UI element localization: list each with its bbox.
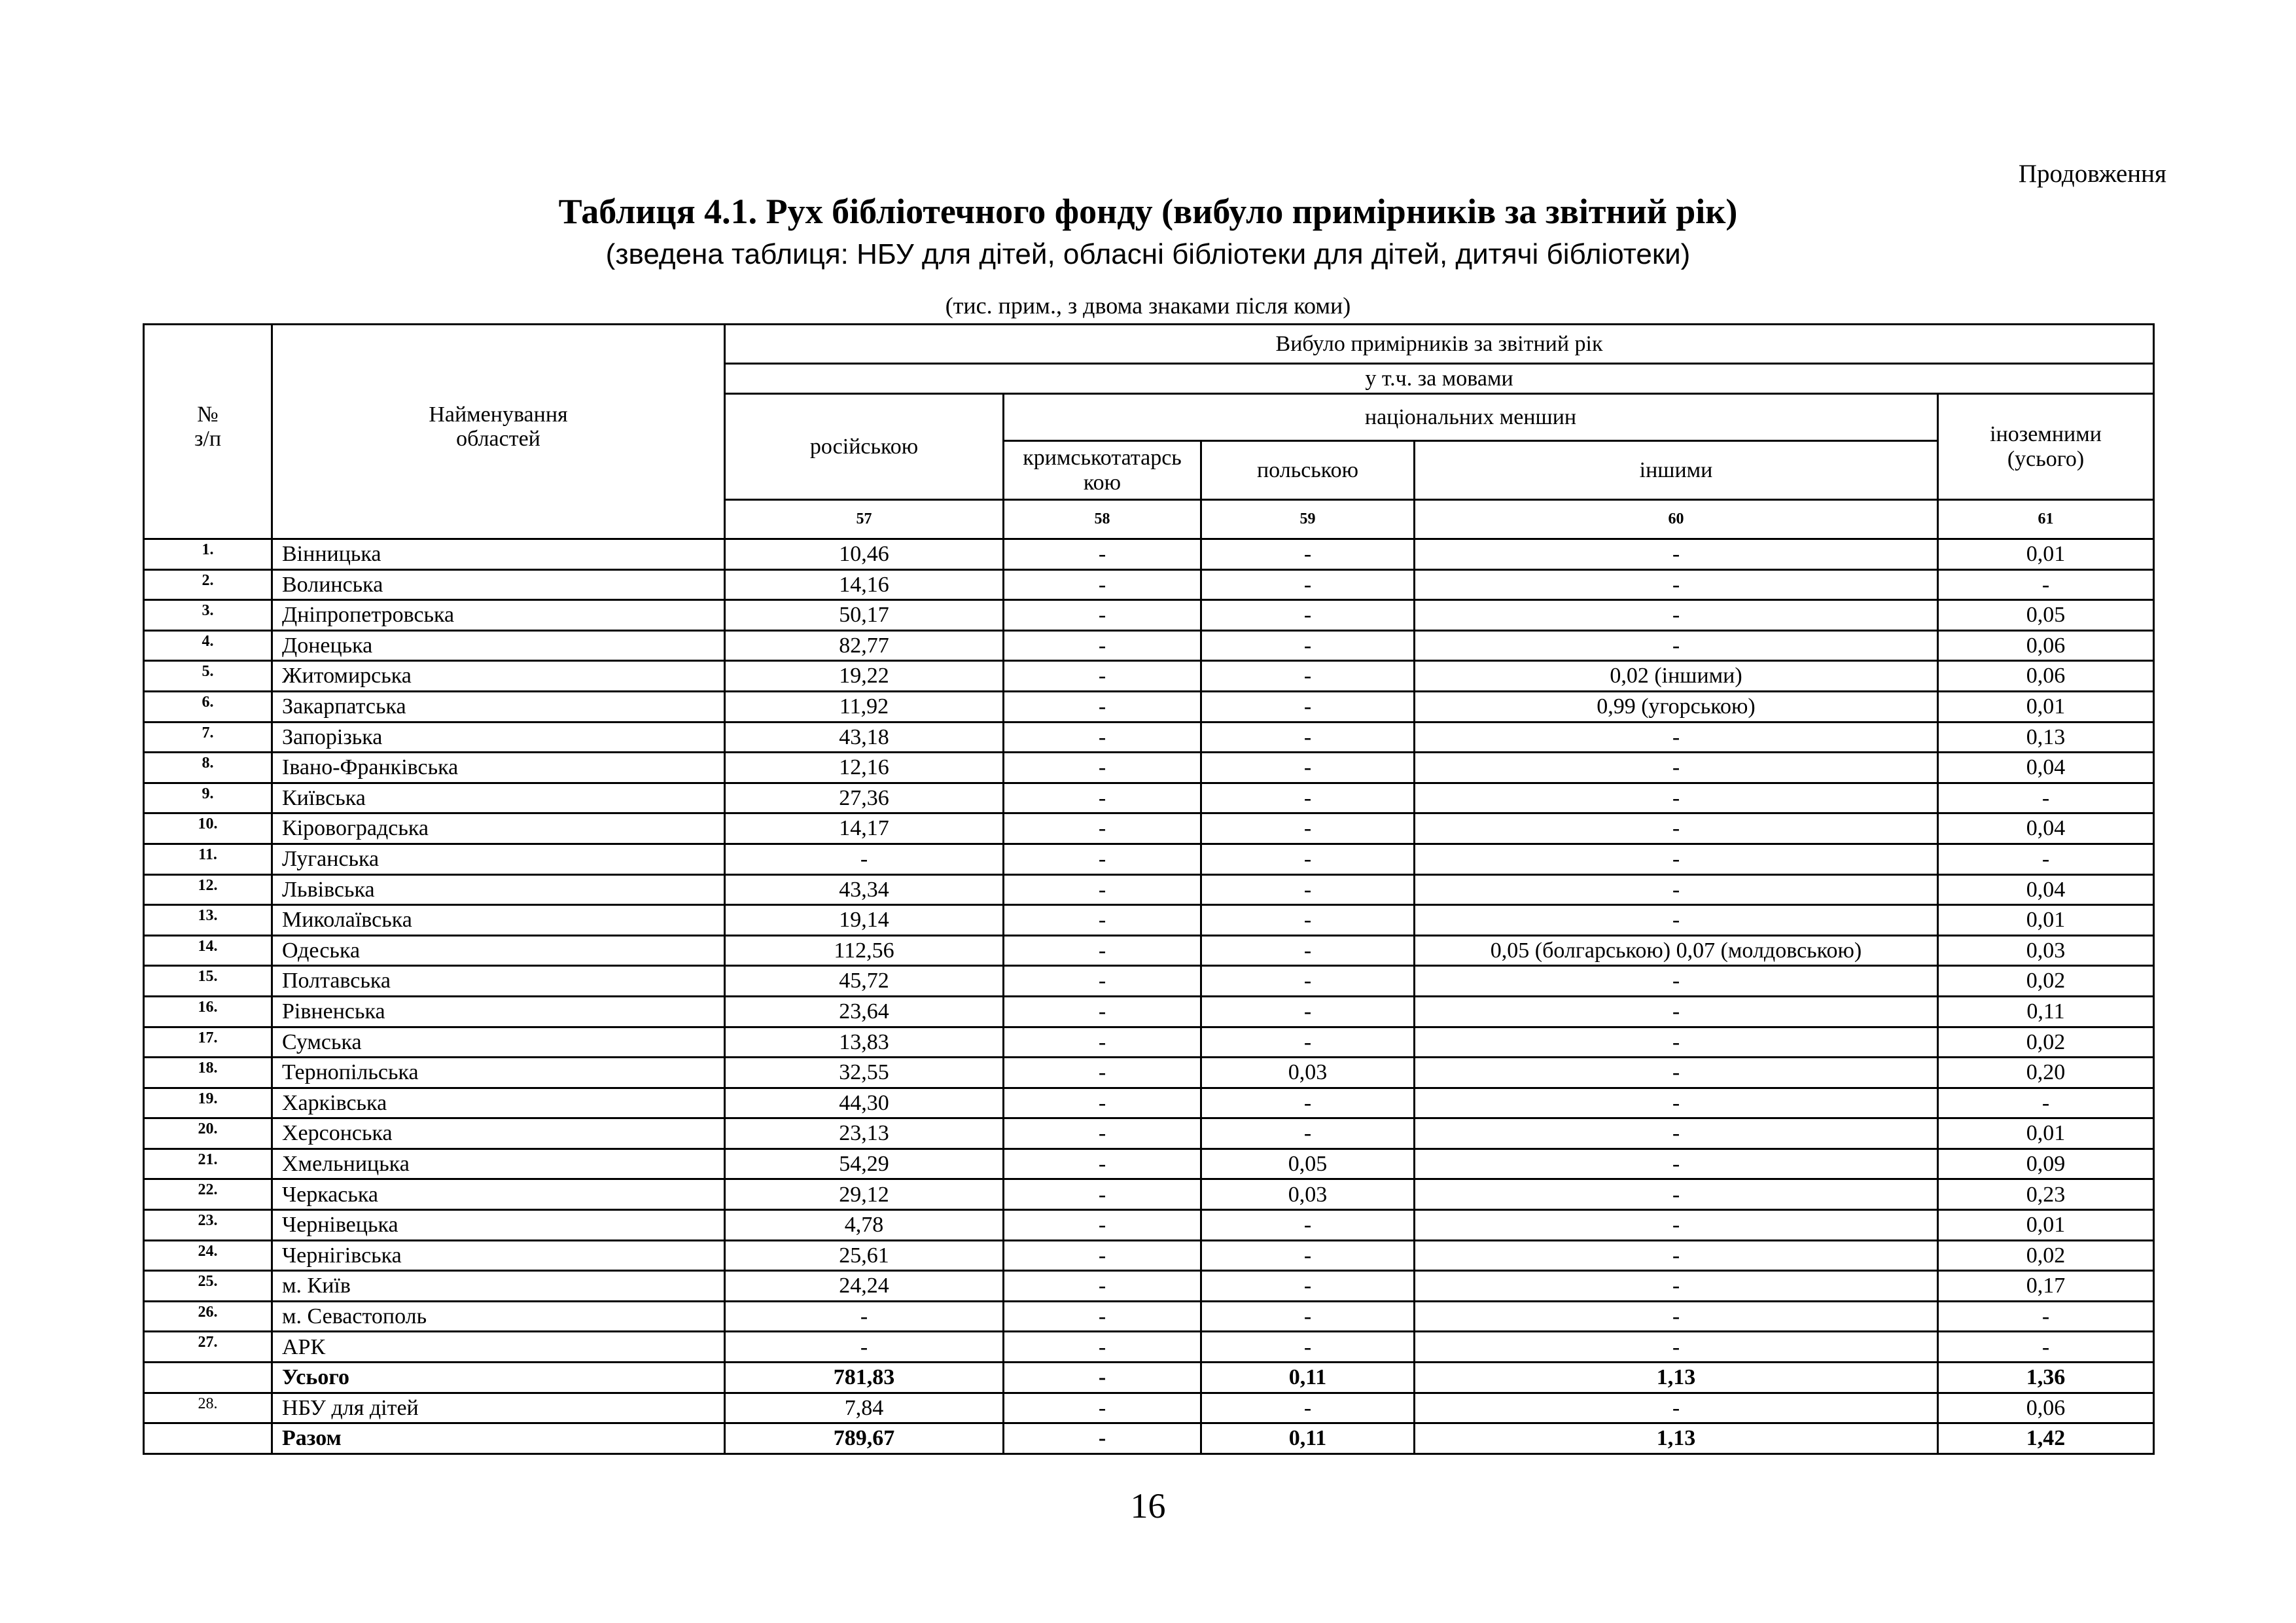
region-name: Запорізька bbox=[272, 722, 725, 753]
cell-61: 0,02 bbox=[1938, 966, 2154, 997]
cell-60: 1,13 bbox=[1415, 1423, 1938, 1454]
table-row bbox=[144, 1423, 2154, 1454]
cell-61: 0,06 bbox=[1938, 1393, 2154, 1423]
units-note: (тис. прим., з двома знаками після коми) bbox=[945, 293, 1351, 319]
table-row bbox=[144, 1179, 2154, 1210]
table-row bbox=[144, 1027, 2154, 1058]
table-row bbox=[144, 1393, 2154, 1423]
cell-57: 4,78 bbox=[725, 1210, 1004, 1241]
row-number: 21. bbox=[144, 1149, 272, 1179]
cell-57: 7,84 bbox=[725, 1393, 1004, 1423]
cell-59: - bbox=[1201, 1088, 1415, 1118]
cell-61: 0,01 bbox=[1938, 691, 2154, 722]
row-number: 2. bbox=[144, 569, 272, 600]
cell-61: - bbox=[1938, 844, 2154, 874]
cell-60: - bbox=[1415, 1332, 1938, 1363]
cell-60: - bbox=[1415, 905, 1938, 936]
region-name: Київська bbox=[272, 783, 725, 813]
cell-61: 0,06 bbox=[1938, 661, 2154, 692]
cell-57: 19,14 bbox=[725, 905, 1004, 936]
cell-59: - bbox=[1201, 1332, 1415, 1363]
header-retired: Вибуло примірників за звітний рік bbox=[725, 325, 2154, 364]
row-number bbox=[144, 1423, 272, 1454]
cell-57: 54,29 bbox=[725, 1149, 1004, 1179]
cell-61: 0,23 bbox=[1938, 1179, 2154, 1210]
region-name: Кіровоградська bbox=[272, 813, 725, 844]
cell-57: 23,13 bbox=[725, 1118, 1004, 1149]
row-number: 26. bbox=[144, 1301, 272, 1332]
region-name: Усього bbox=[272, 1363, 725, 1393]
header-russian: російською bbox=[725, 394, 1004, 500]
row-number: 3. bbox=[144, 600, 272, 631]
header-no: № з/п bbox=[144, 325, 272, 539]
row-number: 5. bbox=[144, 661, 272, 692]
cell-57: 13,83 bbox=[725, 1027, 1004, 1058]
cell-60: - bbox=[1415, 844, 1938, 874]
cell-59: - bbox=[1201, 996, 1415, 1027]
cell-60: - bbox=[1415, 874, 1938, 905]
cell-60: - bbox=[1415, 783, 1938, 813]
cell-60: - bbox=[1415, 1058, 1938, 1088]
cell-59: - bbox=[1201, 874, 1415, 905]
cell-61: 0,01 bbox=[1938, 1210, 2154, 1241]
library-fund-table bbox=[143, 323, 2155, 1455]
row-number: 7. bbox=[144, 722, 272, 753]
table-row bbox=[144, 600, 2154, 631]
table-row bbox=[144, 691, 2154, 722]
cell-57: 23,64 bbox=[725, 996, 1004, 1027]
cell-58: - bbox=[1004, 783, 1201, 813]
region-name: Харківська bbox=[272, 1088, 725, 1118]
row-number: 18. bbox=[144, 1058, 272, 1088]
table-row bbox=[144, 569, 2154, 600]
cell-57: 24,24 bbox=[725, 1271, 1004, 1302]
cell-61: - bbox=[1938, 783, 2154, 813]
region-name: Вінницька bbox=[272, 539, 725, 570]
region-name: Одеська bbox=[272, 935, 725, 966]
row-number: 8. bbox=[144, 753, 272, 783]
region-name: НБУ для дітей bbox=[272, 1393, 725, 1423]
table-row bbox=[144, 966, 2154, 997]
cell-60: - bbox=[1415, 1210, 1938, 1241]
row-number: 4. bbox=[144, 630, 272, 661]
cell-58: - bbox=[1004, 844, 1201, 874]
row-number: 9. bbox=[144, 783, 272, 813]
col-number-60: 60 bbox=[1415, 500, 1938, 539]
cell-58: - bbox=[1004, 753, 1201, 783]
table-row bbox=[144, 1363, 2154, 1393]
cell-57: 43,34 bbox=[725, 874, 1004, 905]
cell-57: 11,92 bbox=[725, 691, 1004, 722]
cell-59: - bbox=[1201, 844, 1415, 874]
cell-59: - bbox=[1201, 1301, 1415, 1332]
cell-60: - bbox=[1415, 753, 1938, 783]
cell-58: - bbox=[1004, 1149, 1201, 1179]
region-name: Закарпатська bbox=[272, 691, 725, 722]
region-name: Чернігівська bbox=[272, 1240, 725, 1271]
header-polish: польською bbox=[1201, 441, 1415, 500]
cell-58: - bbox=[1004, 813, 1201, 844]
table-row bbox=[144, 813, 2154, 844]
region-name: Житомирська bbox=[272, 661, 725, 692]
cell-60: - bbox=[1415, 1027, 1938, 1058]
region-name: Черкаська bbox=[272, 1179, 725, 1210]
page-number: 16 bbox=[1130, 1486, 1166, 1525]
cell-58: - bbox=[1004, 1393, 1201, 1423]
cell-59: - bbox=[1201, 935, 1415, 966]
cell-61: 0,02 bbox=[1938, 1240, 2154, 1271]
row-number: 23. bbox=[144, 1210, 272, 1241]
table-row bbox=[144, 874, 2154, 905]
region-name: Донецька bbox=[272, 630, 725, 661]
header-national-minorities: національних меншин bbox=[1004, 394, 1938, 441]
table-row bbox=[144, 1332, 2154, 1363]
cell-57: 12,16 bbox=[725, 753, 1004, 783]
cell-57: 45,72 bbox=[725, 966, 1004, 997]
cell-61: 0,01 bbox=[1938, 1118, 2154, 1149]
region-name: Разом bbox=[272, 1423, 725, 1454]
region-name: АРК bbox=[272, 1332, 725, 1363]
cell-57: - bbox=[725, 844, 1004, 874]
cell-61: 0,11 bbox=[1938, 996, 2154, 1027]
region-name: Хмельницька bbox=[272, 1149, 725, 1179]
table-row bbox=[144, 1301, 2154, 1332]
cell-59: - bbox=[1201, 1027, 1415, 1058]
cell-58: - bbox=[1004, 1027, 1201, 1058]
cell-60: - bbox=[1415, 539, 1938, 570]
row-number: 24. bbox=[144, 1240, 272, 1271]
table-subtitle: (зведена таблиця: НБУ для дітей, обласні бібліотеки для дітей, дитячі бібліотеки) bbox=[605, 238, 1691, 270]
col-number-59: 59 bbox=[1201, 500, 1415, 539]
table-row bbox=[144, 935, 2154, 966]
cell-58: - bbox=[1004, 539, 1201, 570]
cell-61: 0,04 bbox=[1938, 874, 2154, 905]
header-by-language: у т.ч. за мовами bbox=[725, 364, 2154, 394]
cell-60: - bbox=[1415, 1118, 1938, 1149]
table-row bbox=[144, 1118, 2154, 1149]
region-name: м. Севастополь bbox=[272, 1301, 725, 1332]
cell-57: 14,16 bbox=[725, 569, 1004, 600]
cell-57: 29,12 bbox=[725, 1179, 1004, 1210]
cell-59: - bbox=[1201, 966, 1415, 997]
col-number-57: 57 bbox=[725, 500, 1004, 539]
cell-58: - bbox=[1004, 996, 1201, 1027]
cell-61: 0,20 bbox=[1938, 1058, 2154, 1088]
cell-58: - bbox=[1004, 722, 1201, 753]
cell-57: 82,77 bbox=[725, 630, 1004, 661]
cell-57: 44,30 bbox=[725, 1088, 1004, 1118]
cell-57: 50,17 bbox=[725, 600, 1004, 631]
table-row bbox=[144, 783, 2154, 813]
header-crimean-tatar: кримськотатарсь кою bbox=[1004, 441, 1201, 500]
cell-60: 0,05 (болгарською) 0,07 (молдовською) bbox=[1415, 935, 1938, 966]
row-number: 6. bbox=[144, 691, 272, 722]
region-name: Миколаївська bbox=[272, 905, 725, 936]
cell-61: 0,01 bbox=[1938, 539, 2154, 570]
continued-note: Продовження bbox=[2018, 160, 2166, 188]
cell-59: - bbox=[1201, 783, 1415, 813]
cell-59: 0,03 bbox=[1201, 1179, 1415, 1210]
cell-57: 781,83 bbox=[725, 1363, 1004, 1393]
table-row bbox=[144, 1149, 2154, 1179]
cell-59: - bbox=[1201, 539, 1415, 570]
table-row bbox=[144, 1271, 2154, 1302]
cell-61: 0,04 bbox=[1938, 753, 2154, 783]
col-number-58: 58 bbox=[1004, 500, 1201, 539]
cell-59: - bbox=[1201, 722, 1415, 753]
table-row bbox=[144, 996, 2154, 1027]
cell-58: - bbox=[1004, 661, 1201, 692]
cell-58: - bbox=[1004, 569, 1201, 600]
cell-58: - bbox=[1004, 935, 1201, 966]
cell-58: - bbox=[1004, 630, 1201, 661]
cell-58: - bbox=[1004, 905, 1201, 936]
table-row bbox=[144, 1058, 2154, 1088]
cell-59: 0,05 bbox=[1201, 1149, 1415, 1179]
cell-60: 0,02 (іншими) bbox=[1415, 661, 1938, 692]
cell-57: - bbox=[725, 1332, 1004, 1363]
cell-60: - bbox=[1415, 1088, 1938, 1118]
region-name: Івано-Франківська bbox=[272, 753, 725, 783]
cell-61: 0,01 bbox=[1938, 905, 2154, 936]
cell-61: 1,42 bbox=[1938, 1423, 2154, 1454]
cell-60: 1,13 bbox=[1415, 1363, 1938, 1393]
cell-58: - bbox=[1004, 874, 1201, 905]
row-number: 16. bbox=[144, 996, 272, 1027]
cell-58: - bbox=[1004, 1058, 1201, 1088]
cell-59: - bbox=[1201, 661, 1415, 692]
cell-57: - bbox=[725, 1301, 1004, 1332]
header-name: Найменування областей bbox=[272, 325, 725, 539]
cell-61: 1,36 bbox=[1938, 1363, 2154, 1393]
cell-60: - bbox=[1415, 813, 1938, 844]
cell-59: - bbox=[1201, 630, 1415, 661]
row-number: 1. bbox=[144, 539, 272, 570]
region-name: м. Київ bbox=[272, 1271, 725, 1302]
cell-58: - bbox=[1004, 1179, 1201, 1210]
cell-58: - bbox=[1004, 1423, 1201, 1454]
cell-59: - bbox=[1201, 569, 1415, 600]
table-row bbox=[144, 1210, 2154, 1241]
cell-59: - bbox=[1201, 753, 1415, 783]
cell-59: - bbox=[1201, 905, 1415, 936]
cell-58: - bbox=[1004, 600, 1201, 631]
cell-61: 0,06 bbox=[1938, 630, 2154, 661]
cell-61: 0,02 bbox=[1938, 1027, 2154, 1058]
row-number bbox=[144, 1363, 272, 1393]
region-name: Полтавська bbox=[272, 966, 725, 997]
row-number: 14. bbox=[144, 935, 272, 966]
cell-57: 43,18 bbox=[725, 722, 1004, 753]
cell-60: - bbox=[1415, 1149, 1938, 1179]
table-row bbox=[144, 630, 2154, 661]
region-name: Дніпропетровська bbox=[272, 600, 725, 631]
row-number: 12. bbox=[144, 874, 272, 905]
region-name: Львівська bbox=[272, 874, 725, 905]
row-number: 28. bbox=[144, 1393, 272, 1423]
cell-57: 19,22 bbox=[725, 661, 1004, 692]
cell-57: 32,55 bbox=[725, 1058, 1004, 1088]
cell-59: - bbox=[1201, 691, 1415, 722]
row-number: 13. bbox=[144, 905, 272, 936]
cell-59: - bbox=[1201, 1393, 1415, 1423]
cell-61: - bbox=[1938, 569, 2154, 600]
cell-58: - bbox=[1004, 1301, 1201, 1332]
cell-58: - bbox=[1004, 1271, 1201, 1302]
region-name: Рівненська bbox=[272, 996, 725, 1027]
row-number: 25. bbox=[144, 1271, 272, 1302]
region-name: Луганська bbox=[272, 844, 725, 874]
cell-60: - bbox=[1415, 966, 1938, 997]
row-number: 27. bbox=[144, 1332, 272, 1363]
row-number: 19. bbox=[144, 1088, 272, 1118]
cell-59: - bbox=[1201, 600, 1415, 631]
region-name: Чернівецька bbox=[272, 1210, 725, 1241]
cell-60: - bbox=[1415, 630, 1938, 661]
cell-59: - bbox=[1201, 813, 1415, 844]
region-name: Тернопільська bbox=[272, 1058, 725, 1088]
table-row bbox=[144, 905, 2154, 936]
row-number: 10. bbox=[144, 813, 272, 844]
cell-59: 0,11 bbox=[1201, 1423, 1415, 1454]
cell-58: - bbox=[1004, 1240, 1201, 1271]
cell-60: - bbox=[1415, 1301, 1938, 1332]
table-row bbox=[144, 722, 2154, 753]
col-number-61: 61 bbox=[1938, 500, 2154, 539]
cell-59: - bbox=[1201, 1240, 1415, 1271]
table-row bbox=[144, 661, 2154, 692]
cell-60: - bbox=[1415, 1179, 1938, 1210]
cell-59: 0,03 bbox=[1201, 1058, 1415, 1088]
cell-61: - bbox=[1938, 1301, 2154, 1332]
cell-60: 0,99 (угорською) bbox=[1415, 691, 1938, 722]
cell-61: - bbox=[1938, 1332, 2154, 1363]
cell-58: - bbox=[1004, 1118, 1201, 1149]
cell-60: - bbox=[1415, 1271, 1938, 1302]
table-row bbox=[144, 539, 2154, 570]
table-row bbox=[144, 844, 2154, 874]
cell-58: - bbox=[1004, 691, 1201, 722]
cell-60: - bbox=[1415, 1393, 1938, 1423]
header-other: іншими bbox=[1415, 441, 1938, 500]
cell-57: 112,56 bbox=[725, 935, 1004, 966]
row-number: 15. bbox=[144, 966, 272, 997]
cell-61: 0,13 bbox=[1938, 722, 2154, 753]
row-number: 17. bbox=[144, 1027, 272, 1058]
cell-59: - bbox=[1201, 1118, 1415, 1149]
cell-60: - bbox=[1415, 996, 1938, 1027]
cell-57: 25,61 bbox=[725, 1240, 1004, 1271]
cell-59: - bbox=[1201, 1271, 1415, 1302]
region-name: Херсонська bbox=[272, 1118, 725, 1149]
cell-60: - bbox=[1415, 1240, 1938, 1271]
row-number: 11. bbox=[144, 844, 272, 874]
cell-58: - bbox=[1004, 1363, 1201, 1393]
cell-57: 14,17 bbox=[725, 813, 1004, 844]
cell-58: - bbox=[1004, 966, 1201, 997]
row-number: 22. bbox=[144, 1179, 272, 1210]
cell-61: - bbox=[1938, 1088, 2154, 1118]
region-name: Сумська bbox=[272, 1027, 725, 1058]
cell-61: 0,17 bbox=[1938, 1271, 2154, 1302]
table-row bbox=[144, 1088, 2154, 1118]
cell-58: - bbox=[1004, 1210, 1201, 1241]
row-number: 20. bbox=[144, 1118, 272, 1149]
header-foreign: іноземними (усього) bbox=[1938, 394, 2154, 500]
cell-61: 0,04 bbox=[1938, 813, 2154, 844]
cell-61: 0,05 bbox=[1938, 600, 2154, 631]
cell-58: - bbox=[1004, 1088, 1201, 1118]
cell-58: - bbox=[1004, 1332, 1201, 1363]
cell-57: 27,36 bbox=[725, 783, 1004, 813]
cell-60: - bbox=[1415, 569, 1938, 600]
table-row bbox=[144, 753, 2154, 783]
cell-60: - bbox=[1415, 722, 1938, 753]
cell-57: 789,67 bbox=[725, 1423, 1004, 1454]
cell-57: 10,46 bbox=[725, 539, 1004, 570]
cell-60: - bbox=[1415, 600, 1938, 631]
cell-59: 0,11 bbox=[1201, 1363, 1415, 1393]
table-row bbox=[144, 1240, 2154, 1271]
cell-61: 0,03 bbox=[1938, 935, 2154, 966]
cell-61: 0,09 bbox=[1938, 1149, 2154, 1179]
table-title: Таблиця 4.1. Рух бібліотечного фонду (вибуло примірників за звітний рік) bbox=[558, 192, 1738, 231]
region-name: Волинська bbox=[272, 569, 725, 600]
cell-59: - bbox=[1201, 1210, 1415, 1241]
